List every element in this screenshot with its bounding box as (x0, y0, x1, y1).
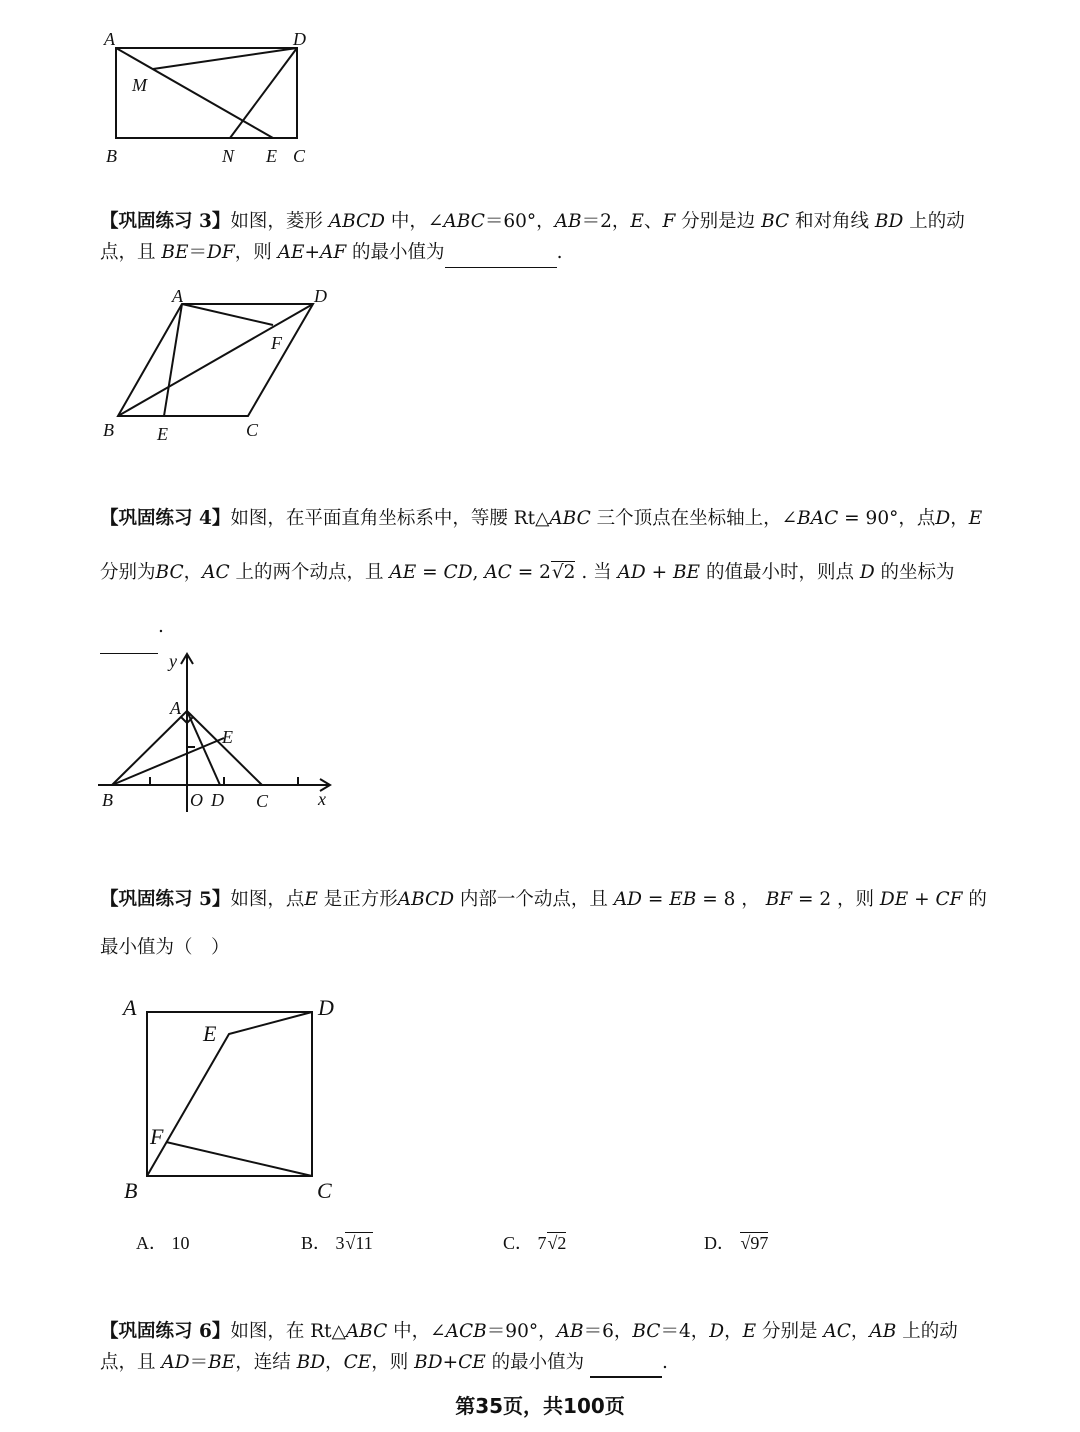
label-A: A (170, 698, 181, 718)
label-A: A (172, 286, 183, 306)
question-4-text: 【巩固练习 4】如图，在平面直角坐标系中，等腰 Rt△ABC 三个顶点在坐标轴上，∠BAC = 90°，点D，E 分别为BC，AC 上的两个动点，且 AE = CD, AC = 2√2 . 当 AD + BE 的值最小时，则点 D 的坐标为. (100, 492, 990, 654)
question-6-text: 【巩固练习 6】如图，在 Rt△ABC 中，∠ACB＝90°，AB＝6，BC＝4，D，E 分别是 AC，AB 上的动点，且 AD＝BE，连结 BD，CE，则 BD+CE 的最小值为 . (100, 1316, 990, 1378)
label-y: y (169, 651, 177, 671)
label-B: B (103, 420, 114, 440)
page-footer: 第35页，共100页 (455, 1394, 625, 1418)
label-F: F (271, 333, 282, 353)
label-B: B (102, 790, 113, 810)
label-F: F (150, 1124, 164, 1149)
option-d[interactable]: D． √97 (704, 1233, 769, 1253)
answer-blank[interactable] (445, 249, 557, 268)
question-5-text: 【巩固练习 5】如图，点E 是正方形ABCD 内部一个动点，且 AD = EB = 8 ， BF = 2 ，则 DE + CF 的最小值为（ ） (100, 889, 987, 958)
label-D: D (314, 286, 327, 306)
label-E: E (266, 146, 277, 166)
label-C: C (317, 1178, 332, 1203)
answer-blank[interactable] (590, 1358, 662, 1378)
option-c[interactable]: C． 7√2 (503, 1233, 567, 1253)
question-6-tag: 【巩固练习 6】 (100, 1321, 231, 1342)
label-E: E (222, 727, 233, 747)
label-E: E (157, 424, 168, 444)
label-A: A (104, 29, 115, 49)
label-x: x (318, 789, 326, 809)
label-D: D (318, 995, 334, 1020)
label-B: B (124, 1178, 138, 1203)
option-a[interactable]: A． 10 (136, 1233, 190, 1253)
label-C: C (246, 420, 259, 440)
label-O: O (190, 790, 203, 810)
square-diagram (0, 990, 400, 1203)
label-M: M (132, 75, 147, 95)
label-D: D (293, 29, 306, 49)
question-3-text: 【巩固练习 3】如图，菱形 ABCD 中，∠ABC＝60°，AB＝2，E、F 分别是边 BC 和对角线 BD 上的动点，且 BE＝DF，则 AE+AF 的最小值为 . (100, 206, 990, 268)
sqrt-2: √2 (551, 562, 576, 583)
rhombus-diagram (0, 280, 400, 440)
question-5-tag: 【巩固练习 5】 (100, 889, 231, 910)
label-D: D (211, 790, 224, 810)
rectangle-diagram (0, 0, 1080, 180)
option-b[interactable]: B． 3√11 (301, 1233, 373, 1253)
label-C: C (256, 791, 269, 811)
label-A: A (123, 995, 137, 1020)
label-N: N (222, 146, 235, 166)
question-4-tag: 【巩固练习 4】 (100, 508, 231, 529)
label-E: E (203, 1021, 217, 1046)
label-C: C (293, 146, 306, 166)
label-B: B (106, 146, 117, 166)
question-3-tag: 【巩固练习 3】 (100, 211, 231, 232)
